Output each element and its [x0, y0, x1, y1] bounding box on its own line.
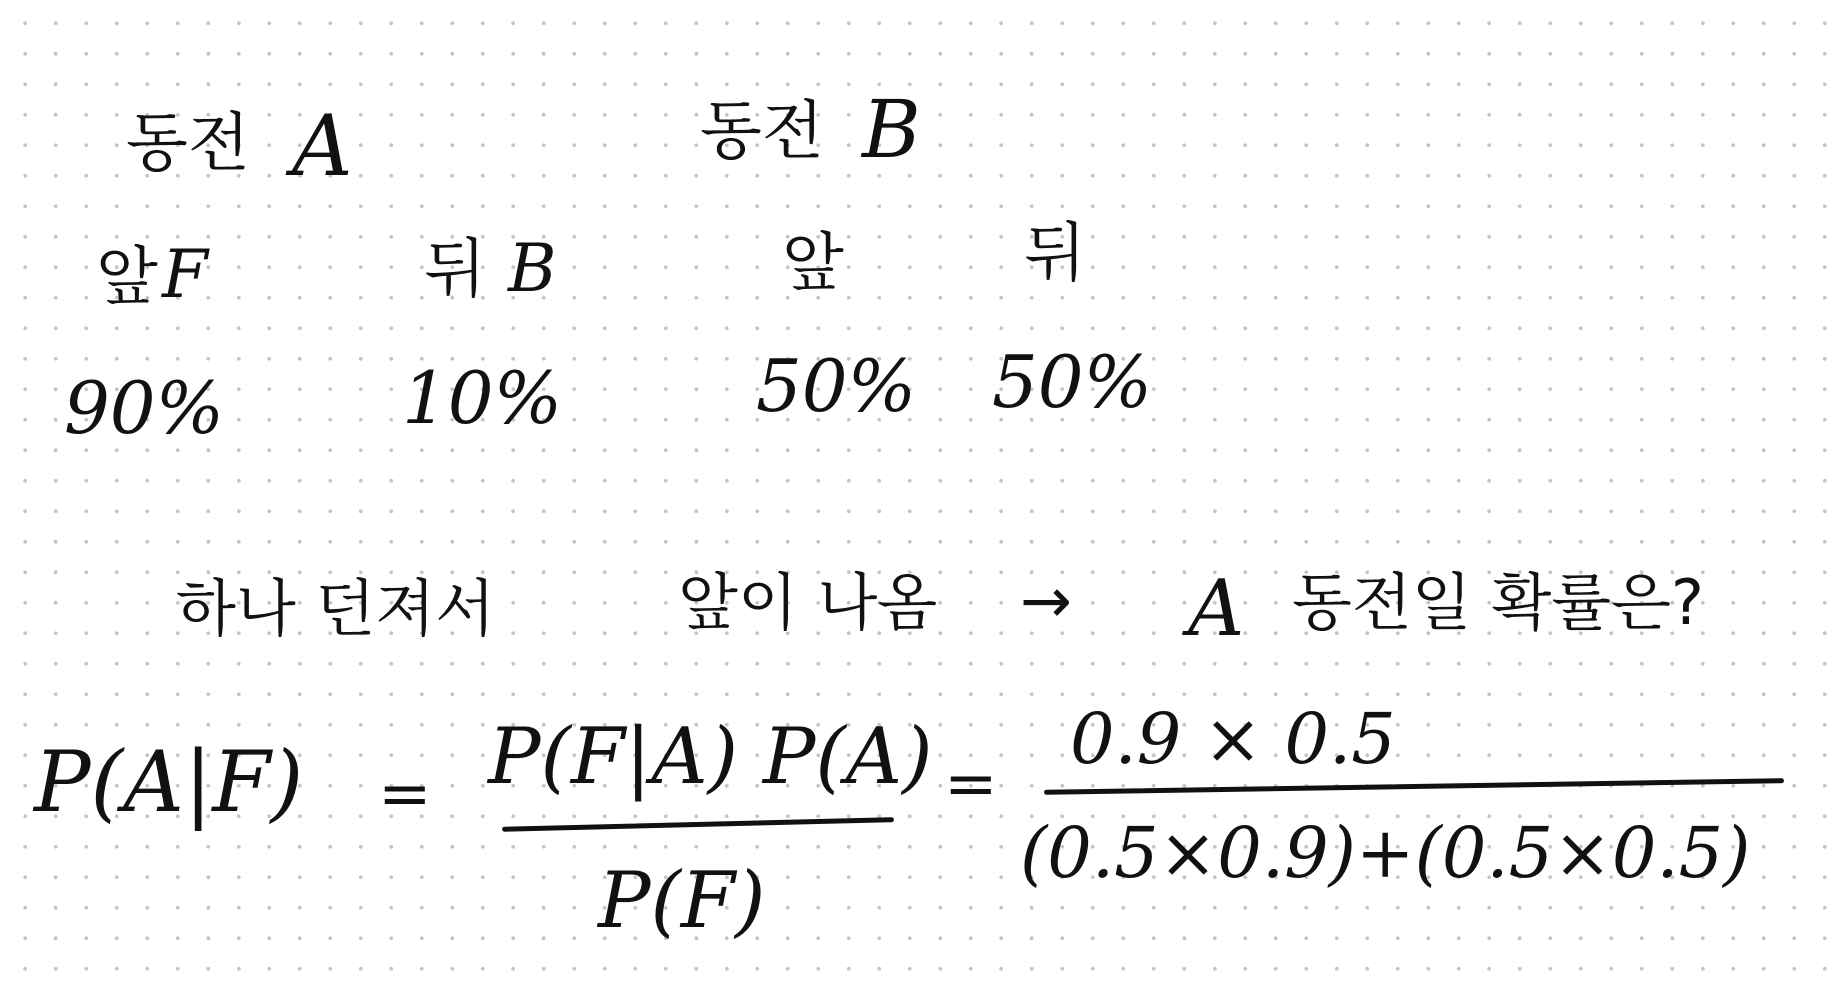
formula-denominator-1: P(F)	[598, 856, 766, 946]
question-part1: 하나 던져서	[176, 572, 496, 645]
coin-a-letter: A	[292, 97, 353, 195]
coin-a-label: 동전	[126, 107, 250, 181]
coin-b-front-prob: 50%	[756, 344, 917, 428]
question-coin-letter: A	[1188, 564, 1245, 654]
coin-a-front-label: 앞	[96, 241, 158, 315]
coin-b-back-prob: 50%	[992, 340, 1153, 424]
coin-a-front-symbol: F	[162, 236, 208, 313]
question-part4: 동전일 확률은?	[1292, 566, 1704, 639]
formula-denominator-2: (0.5×0.9)+(0.5×0.5)	[1020, 812, 1751, 894]
coin-a-back-symbol: B	[508, 230, 557, 307]
formula-equals-2: =	[944, 747, 998, 821]
fraction-bar-1	[502, 817, 894, 832]
question-part2: 앞이 나옴	[678, 566, 938, 639]
fraction-bar-2	[1044, 778, 1784, 795]
coin-a-back-label: 뒤	[424, 233, 486, 307]
coin-b-letter: B	[862, 83, 921, 176]
formula-equals-1: =	[378, 757, 432, 831]
formula-numerator-1: P(F|A) P(A)	[488, 712, 933, 802]
coin-a-back-prob: 10%	[402, 356, 563, 440]
coin-b-front-label: 앞	[782, 227, 844, 301]
coin-b-label: 동전	[700, 95, 824, 169]
coin-b-back-label: 뒤	[1024, 217, 1086, 291]
question-arrow: →	[1020, 564, 1072, 637]
formula-numerator-2: 0.9 × 0.5	[1070, 698, 1396, 780]
coin-a-front-prob: 90%	[64, 366, 225, 450]
formula-lhs: P(A|F)	[34, 733, 304, 831]
